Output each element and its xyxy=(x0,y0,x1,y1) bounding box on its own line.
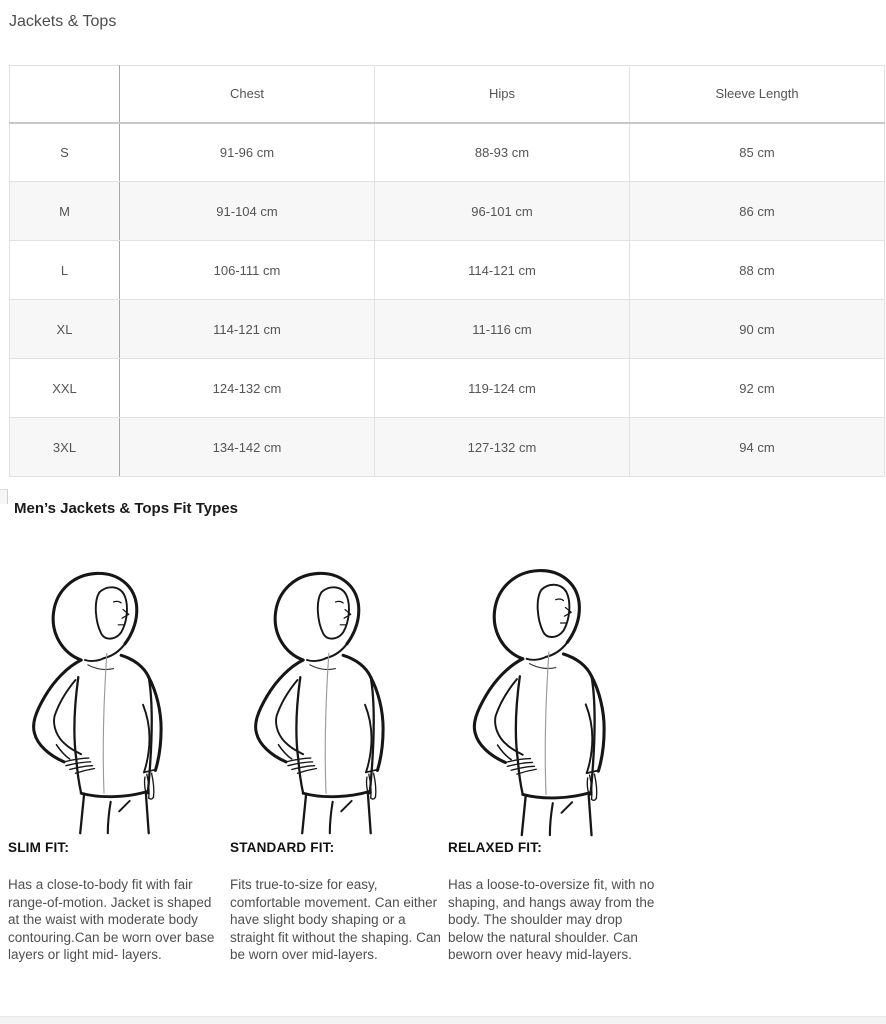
table-row xyxy=(10,241,885,300)
column-header-hips: Hips xyxy=(375,66,630,123)
relaxed-fit-figure-illustration xyxy=(442,559,650,840)
sleeve-cell: 92 cm xyxy=(630,359,885,418)
slim-fit-label: SLIM FIT: xyxy=(8,840,70,855)
standard-fit-label: STANDARD FIT: xyxy=(230,840,335,855)
slim-fit-description: Has a close-to-body fit with fair range-of-motion. Jacket is shaped at the waist with moderate body contouring.Can be worn over base layers or light mid- layers. xyxy=(8,877,215,962)
column-header-size xyxy=(10,66,120,123)
standard-fit-description: Fits true-to-size for easy, comfortable movement. Can either have slight body shaping or a straight fit without the shaping. Can be worn over mid-layers. xyxy=(230,877,441,962)
size-cell: 3XL xyxy=(10,418,120,477)
chest-cell: 114-121 cm xyxy=(120,300,375,359)
sleeve-cell: 85 cm xyxy=(630,123,885,182)
standard-fit-column xyxy=(230,840,442,964)
size-cell: XL xyxy=(10,300,120,359)
standard-fit-figure-illustration xyxy=(226,562,426,838)
chest-cell: 134-142 cm xyxy=(120,418,375,477)
sleeve-cell: 94 cm xyxy=(630,418,885,477)
table-row xyxy=(10,418,885,477)
sleeve-cell: 88 cm xyxy=(630,241,885,300)
page-edge-artifact xyxy=(0,489,8,504)
table-row xyxy=(10,300,885,359)
size-cell: M xyxy=(10,182,120,241)
table-row xyxy=(10,123,885,182)
size-cell: S xyxy=(10,123,120,182)
chest-cell: 91-104 cm xyxy=(120,182,375,241)
slim-fit-figure-illustration xyxy=(6,562,202,838)
table-row xyxy=(10,359,885,418)
fit-types-section-title: Men’s Jackets & Tops Fit Types xyxy=(14,500,238,517)
size-chart-table xyxy=(9,65,885,477)
relaxed-fit-column xyxy=(448,840,660,964)
size-table-body xyxy=(10,123,885,477)
chest-cell: 91-96 cm xyxy=(120,123,375,182)
hips-cell: 114-121 cm xyxy=(375,241,630,300)
table-row xyxy=(10,182,885,241)
sleeve-cell: 86 cm xyxy=(630,182,885,241)
slim-fit-column xyxy=(8,840,216,964)
column-header-chest: Chest xyxy=(120,66,375,123)
hips-cell: 119-124 cm xyxy=(375,359,630,418)
chest-cell: 106-111 cm xyxy=(120,241,375,300)
hips-cell: 127-132 cm xyxy=(375,418,630,477)
sleeve-cell: 90 cm xyxy=(630,300,885,359)
next-section-divider xyxy=(0,1016,886,1024)
size-cell: L xyxy=(10,241,120,300)
page-title: Jackets & Tops xyxy=(9,13,117,30)
chest-cell: 124-132 cm xyxy=(120,359,375,418)
hips-cell: 11-116 cm xyxy=(375,300,630,359)
hips-cell: 96-101 cm xyxy=(375,182,630,241)
hips-cell: 88-93 cm xyxy=(375,123,630,182)
size-cell: XXL xyxy=(10,359,120,418)
column-header-sleeve-length: Sleeve Length xyxy=(630,66,885,123)
size-chart-header-row xyxy=(10,66,885,123)
relaxed-fit-label: RELAXED FIT: xyxy=(448,840,542,855)
relaxed-fit-description: Has a loose-to-oversize fit, with no shaping, and hangs away from the body. The shoulder may drop below the natural shoulder. Can beworn over heavy mid-layers. xyxy=(448,877,655,962)
